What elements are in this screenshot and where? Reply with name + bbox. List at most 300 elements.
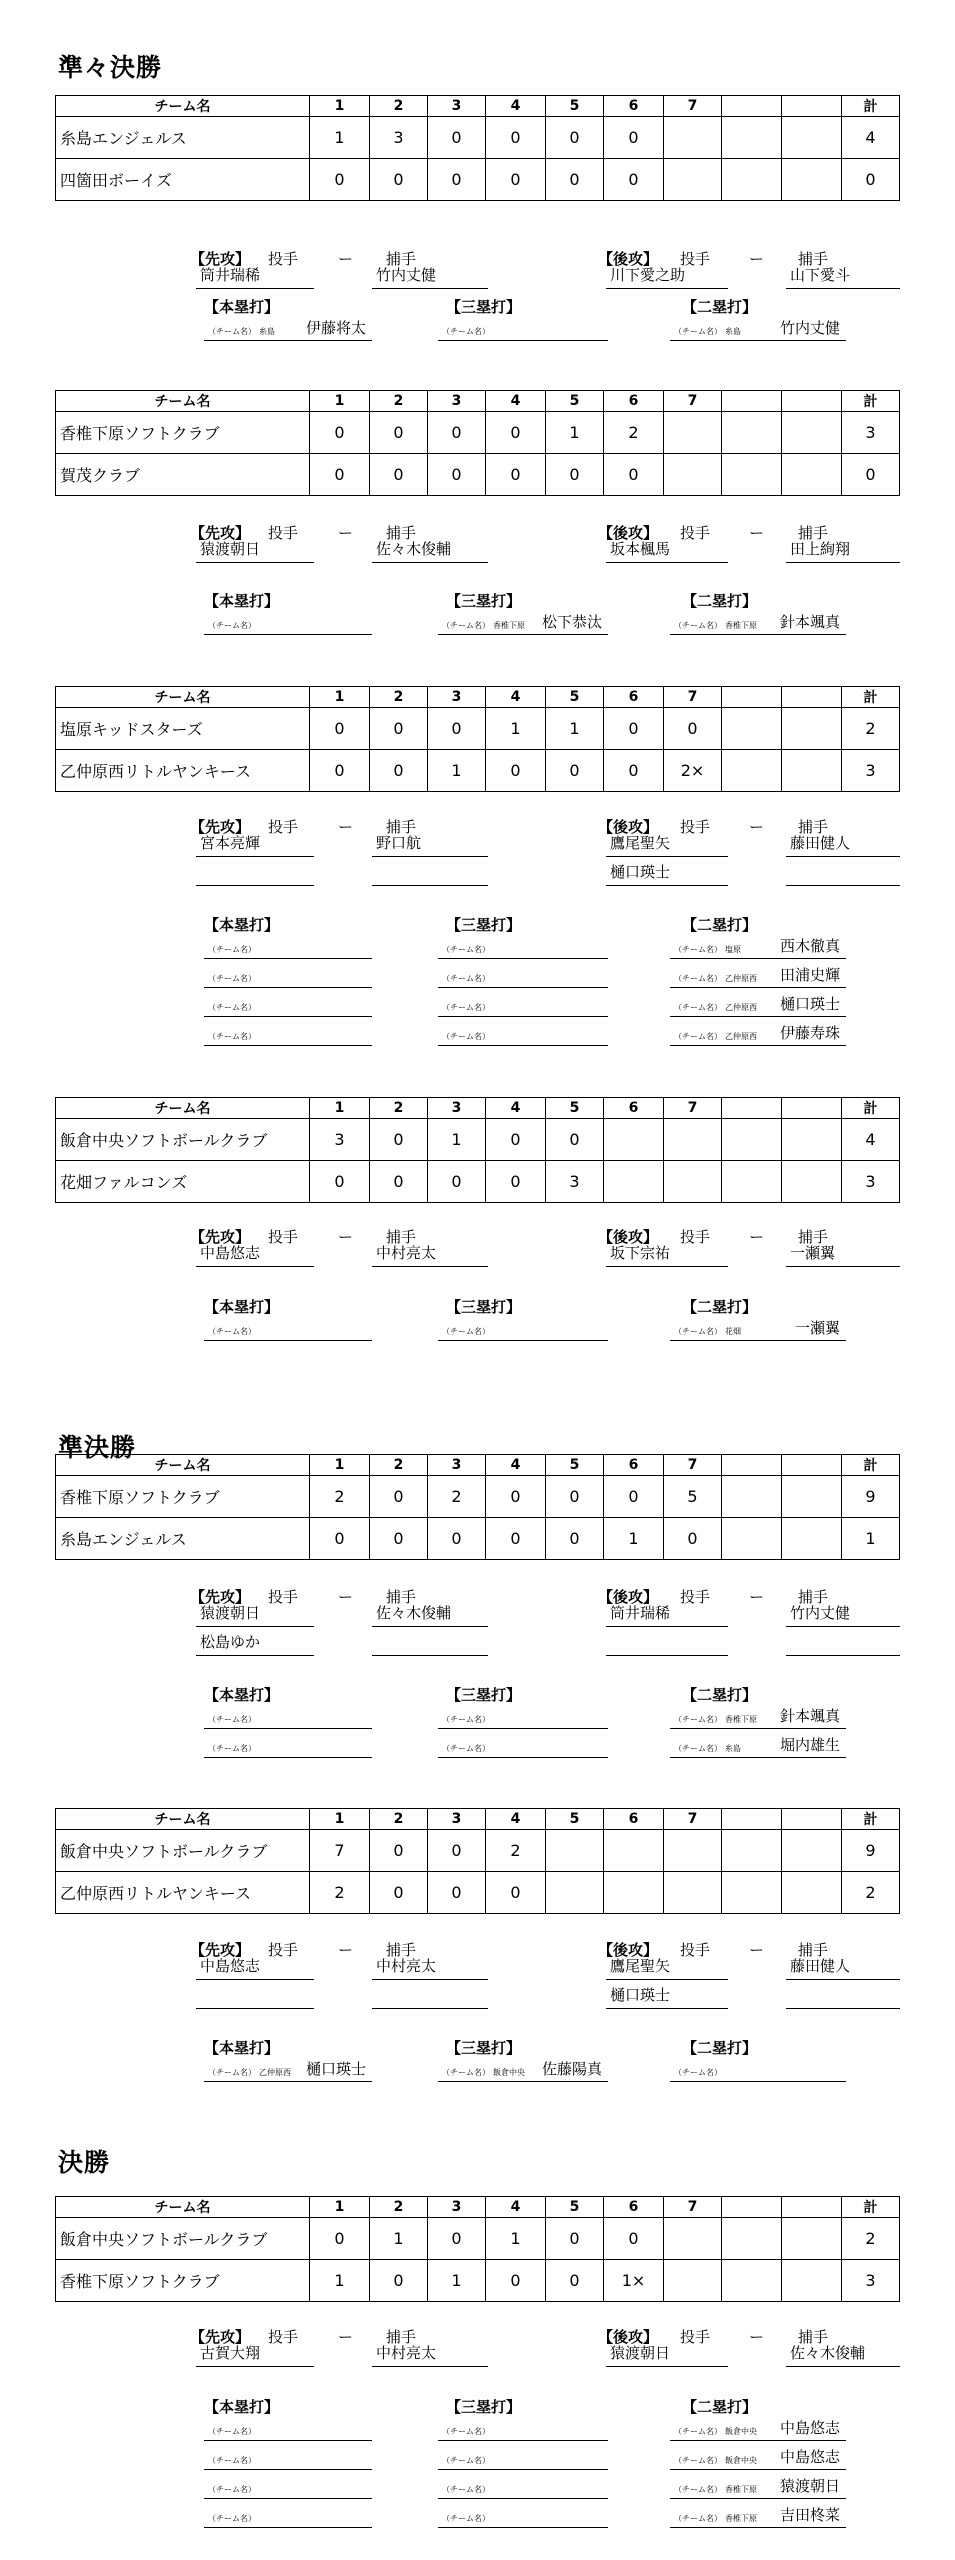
triple-player-name: 松下恭汰 [541,613,602,631]
team-name-caption: （チーム名） [208,2068,256,2077]
team-header: チーム名 [56,96,310,117]
triple-entry [438,2480,608,2499]
double-label: 【二塁打】 [682,298,758,316]
triple-team-caption [442,2455,493,2466]
dash-separator: ー [338,818,354,836]
section-title-f: 決勝 [58,2148,111,2177]
total-score: 2 [842,2218,900,2260]
home-run-team-caption [208,1031,259,1042]
home-run-entry [204,1739,372,1758]
scoreboard-table [55,1097,900,1203]
inning-score [722,1830,782,1872]
triple-entry [438,1710,608,1729]
inning-score: 0 [428,454,486,496]
inning-header [782,96,842,117]
double-team-caption [674,2067,725,2078]
inning-score: 0 [604,708,664,750]
bottom-catcher-name: 藤田健人 [790,1957,851,1975]
inning-score: 5 [664,1476,722,1518]
triple-team-caption [442,2513,493,2524]
inning-score: 0 [370,1476,428,1518]
triple-team-caption [442,944,493,955]
bottom-pitcher-name: 樋口瑛士 [610,1986,671,2004]
team-name-caption: （チーム名） [208,1327,256,1336]
team-name: 香椎下原ソフトクラブ [56,2260,310,2302]
inning-score [782,1518,842,1560]
team-name-caption: （チーム名） [442,974,490,983]
inning-header: 2 [370,96,428,117]
inning-header: 1 [310,1098,370,1119]
inning-score [782,159,842,201]
triple-player-name: 佐藤陽真 [541,2060,602,2078]
bottom-pitcher-slot [606,1957,728,1980]
double-entry [670,1736,846,1758]
team-name-caption: （チーム名） [208,2456,256,2465]
total-header: 計 [842,1455,900,1476]
team-score-row [56,454,900,496]
top-pitcher-name: 古賀大翔 [200,2344,261,2362]
inning-score: 0 [310,708,370,750]
inning-score: 1 [428,1119,486,1161]
inning-header: 4 [486,1098,546,1119]
pitcher-label: 投手 [268,1228,299,1246]
team-short-name: 乙仲原西 [725,974,757,983]
team-name-caption: （チーム名） [208,2514,256,2523]
inning-header: 6 [604,687,664,708]
team-name-caption: （チーム名） [208,327,256,336]
home-run-entry [204,2480,372,2499]
scoreboard-table [55,2196,900,2302]
home-run-entry [204,1322,372,1341]
scoreboard-table [55,390,900,496]
home-run-entry [204,2060,372,2082]
total-score: 2 [842,1872,900,1914]
inning-score: 0 [428,1518,486,1560]
home-run-label: 【本塁打】 [204,916,280,934]
team-name-caption: （チーム名） [442,327,490,336]
home-run-label: 【本塁打】 [204,2398,280,2416]
inning-score: 0 [486,1119,546,1161]
catcher-label: 捕手 [386,1941,417,1959]
inning-score: 0 [486,1872,546,1914]
home-run-team-caption [208,2484,259,2495]
team-name-caption: （チーム名） [674,2514,722,2523]
inning-score: 0 [486,117,546,159]
team-score-row [56,2218,900,2260]
bottom-batting-label: 【後攻】 [598,1588,659,1606]
top-catcher-slot [372,1244,488,1267]
inning-score [782,1872,842,1914]
top-batting-label: 【先攻】 [190,524,251,542]
team-score-row [56,708,900,750]
triple-team-caption [442,326,493,337]
inning-score [722,2218,782,2260]
top-batting-label: 【先攻】 [190,1588,251,1606]
inning-score: 0 [546,159,604,201]
catcher-label: 捕手 [798,818,829,836]
inning-header: 5 [546,1098,604,1119]
inning-score [664,454,722,496]
bottom-pitcher-name: 鷹尾聖矢 [610,1957,671,1975]
inning-score: 0 [310,1161,370,1203]
inning-score: 1 [428,2260,486,2302]
team-score-row [56,1476,900,1518]
team-name: 四箇田ボーイズ [56,159,310,201]
home-run-team-caption [208,1714,259,1725]
home-run-team-caption [208,326,275,337]
bottom-catcher-slot [786,540,900,563]
inning-score: 0 [486,2260,546,2302]
dash-separator: ー [749,1228,765,1246]
inning-header: 4 [486,96,546,117]
bottom-pitcher-slot [606,1604,728,1627]
total-header: 計 [842,391,900,412]
inning-score: 0 [310,412,370,454]
double-entry [670,613,846,635]
inning-header [722,1098,782,1119]
double-label: 【二塁打】 [682,916,758,934]
top-catcher-name: 佐々木俊輔 [376,540,452,558]
triple-entry [438,1739,608,1758]
inning-header: 6 [604,1809,664,1830]
team-short-name: 糸島 [259,327,275,336]
double-team-caption [674,2426,757,2437]
double-entry [670,2448,846,2470]
double-label: 【二塁打】 [682,592,758,610]
double-team-caption [674,973,757,984]
catcher-label: 捕手 [798,2328,829,2346]
inning-header: 4 [486,391,546,412]
inning-header: 1 [310,687,370,708]
catcher-label: 捕手 [386,1228,417,1246]
top-catcher-slot [372,540,488,563]
team-name-caption: （チーム名） [208,945,256,954]
triple-team-caption [442,620,525,631]
home-run-team-caption [208,2455,259,2466]
inning-score: 0 [370,1161,428,1203]
top-catcher-slot [372,863,488,886]
triple-entry [438,613,608,635]
inning-score: 0 [428,2218,486,2260]
top-pitcher-name: 宮本亮輝 [200,834,261,852]
team-name-caption: （チーム名） [674,1744,722,1753]
bottom-batting-label: 【後攻】 [598,818,659,836]
inning-header: 3 [428,1098,486,1119]
inning-score [722,1476,782,1518]
team-name-caption: （チーム名） [442,2456,490,2465]
pitcher-label: 投手 [268,2328,299,2346]
inning-header [782,2197,842,2218]
double-label: 【二塁打】 [682,2398,758,2416]
inning-score [722,1119,782,1161]
scoreboard-header-row [56,1809,900,1830]
team-name: 飯倉中央ソフトボールクラブ [56,2218,310,2260]
inning-score [664,1161,722,1203]
total-score: 3 [842,412,900,454]
triple-entry [438,1027,608,1046]
team-name-caption: （チーム名） [208,1744,256,1753]
catcher-label: 捕手 [386,818,417,836]
dash-separator: ー [338,1228,354,1246]
catcher-label: 捕手 [798,524,829,542]
inning-score [782,1830,842,1872]
team-name-caption: （チーム名） [208,974,256,983]
top-catcher-slot [372,266,488,289]
inning-score: 7 [310,1830,370,1872]
inning-score: 0 [428,117,486,159]
bottom-pitcher-slot [606,1244,728,1267]
double-player-name: 針本颯真 [779,1707,840,1725]
inning-score [782,750,842,792]
team-name: 賀茂クラブ [56,454,310,496]
inning-score: 0 [370,1872,428,1914]
inning-score: 0 [310,454,370,496]
triple-entry [438,969,608,988]
inning-score [782,708,842,750]
team-name: 糸島エンジェルス [56,117,310,159]
team-name-caption: （チーム名） [442,1032,490,1041]
team-name-caption: （チーム名） [442,621,490,630]
bottom-catcher-slot [786,1633,900,1656]
team-name-caption: （チーム名） [674,1327,722,1336]
inning-score: 0 [370,159,428,201]
dash-separator: ー [749,1941,765,1959]
inning-score: 0 [604,2218,664,2260]
triple-team-caption [442,1714,493,1725]
bottom-catcher-name: 竹内丈健 [790,1604,851,1622]
bottom-pitcher-name: 鷹尾聖矢 [610,834,671,852]
double-team-caption [674,2455,757,2466]
inning-score: 1 [486,2218,546,2260]
inning-score: 2 [310,1476,370,1518]
team-short-name: 香椎下原 [493,621,525,630]
team-name-caption: （チーム名） [674,1003,722,1012]
bottom-batting-label: 【後攻】 [598,250,659,268]
inning-score [722,708,782,750]
double-entry [670,1319,846,1341]
inning-score: 0 [546,750,604,792]
inning-score [664,412,722,454]
inning-score [782,2218,842,2260]
inning-header: 4 [486,2197,546,2218]
double-entry [670,2063,846,2082]
inning-score [782,2260,842,2302]
double-team-caption [674,620,757,631]
inning-header [722,2197,782,2218]
triple-label: 【三塁打】 [446,592,522,610]
inning-score: 3 [310,1119,370,1161]
top-pitcher-slot [196,1957,314,1980]
double-entry [670,1024,846,1046]
triple-team-caption [442,2426,493,2437]
inning-header [782,1455,842,1476]
inning-score: 3 [370,117,428,159]
pitcher-label: 投手 [680,2328,711,2346]
top-catcher-name: 佐々木俊輔 [376,1604,452,1622]
inning-header: 2 [370,1098,428,1119]
catcher-label: 捕手 [386,250,417,268]
double-team-caption [674,1031,757,1042]
inning-score: 0 [546,117,604,159]
total-score: 0 [842,454,900,496]
team-score-row [56,1119,900,1161]
bottom-catcher-slot [786,863,900,886]
inning-header: 7 [664,1455,722,1476]
inning-score [722,159,782,201]
inning-score: 0 [486,1518,546,1560]
home-run-team-caption [208,944,259,955]
team-name-caption: （チーム名） [208,1032,256,1041]
team-name-caption: （チーム名） [674,2427,722,2436]
pitcher-label: 投手 [268,524,299,542]
inning-score: 0 [428,159,486,201]
team-short-name: 乙仲原西 [259,2068,291,2077]
inning-score [722,412,782,454]
inning-header: 5 [546,2197,604,2218]
bottom-catcher-slot [786,1957,900,1980]
bottom-catcher-name: 山下愛斗 [790,266,851,284]
home-run-label: 【本塁打】 [204,2039,280,2057]
bottom-pitcher-slot [606,1633,728,1656]
pitcher-label: 投手 [268,250,299,268]
bottom-catcher-slot [786,1244,900,1267]
team-short-name: 塩原 [725,945,741,954]
double-player-name: 中島悠志 [779,2419,840,2437]
inning-score [782,412,842,454]
triple-team-caption [442,1326,493,1337]
inning-score: 3 [546,1161,604,1203]
top-catcher-name: 野口航 [376,834,422,852]
bottom-catcher-name: 藤田健人 [790,834,851,852]
inning-score [664,1830,722,1872]
team-score-row [56,2260,900,2302]
triple-entry [438,2509,608,2528]
home-run-entry [204,998,372,1017]
triple-label: 【三塁打】 [446,1298,522,1316]
scoreboard-header-row [56,391,900,412]
top-pitcher-slot [196,540,314,563]
triple-team-caption [442,1031,493,1042]
inning-header [782,1098,842,1119]
double-label: 【二塁打】 [682,1298,758,1316]
team-name-caption: （チーム名） [208,1715,256,1724]
double-player-name: 一瀬翼 [794,1319,840,1337]
total-header: 計 [842,96,900,117]
total-score: 0 [842,159,900,201]
inning-score [722,1518,782,1560]
team-name-caption: （チーム名） [208,621,256,630]
inning-header: 2 [370,391,428,412]
inning-header [722,1809,782,1830]
inning-score: 0 [546,1518,604,1560]
team-name: 塩原キッドスターズ [56,708,310,750]
inning-score: 0 [428,412,486,454]
inning-header [782,391,842,412]
inning-score: 2 [486,1830,546,1872]
triple-entry [438,1322,608,1341]
triple-team-caption [442,1743,493,1754]
inning-header: 7 [664,1809,722,1830]
inning-header: 7 [664,96,722,117]
bottom-catcher-name: 一瀬翼 [790,1244,836,1262]
triple-label: 【三塁打】 [446,2398,522,2416]
scoreboard-table [55,95,900,201]
top-pitcher-name: 猿渡朝日 [200,540,261,558]
inning-score: 0 [546,454,604,496]
bottom-pitcher-slot [606,834,728,857]
team-short-name: 飯倉中央 [725,2456,757,2465]
team-name: 飯倉中央ソフトボールクラブ [56,1119,310,1161]
scoreboard-header-row [56,1455,900,1476]
home-run-label: 【本塁打】 [204,1686,280,1704]
team-name: 糸島エンジェルス [56,1518,310,1560]
top-pitcher-slot [196,1244,314,1267]
inning-header: 5 [546,1809,604,1830]
inning-score: 0 [370,412,428,454]
inning-score: 0 [604,159,664,201]
total-score: 9 [842,1476,900,1518]
bottom-catcher-name: 田上絢翔 [790,540,851,558]
bottom-catcher-name: 佐々木俊輔 [790,2344,866,2362]
triple-entry [438,2451,608,2470]
inning-score [722,454,782,496]
catcher-label: 捕手 [798,250,829,268]
inning-score [604,1872,664,1914]
inning-score: 0 [546,1476,604,1518]
inning-score: 2 [310,1872,370,1914]
team-score-row [56,1518,900,1560]
inning-header: 6 [604,2197,664,2218]
inning-score [722,750,782,792]
inning-header: 2 [370,2197,428,2218]
inning-header: 6 [604,391,664,412]
double-player-name: 堀内雄生 [779,1736,840,1754]
double-entry [670,1707,846,1729]
inning-score: 0 [370,2260,428,2302]
team-name: 香椎下原ソフトクラブ [56,1476,310,1518]
dash-separator: ー [338,1588,354,1606]
inning-score: 0 [486,159,546,201]
triple-entry [438,2422,608,2441]
inning-score: 0 [664,708,722,750]
top-pitcher-name: 中島悠志 [200,1957,261,1975]
team-name: 乙仲原西リトルヤンキース [56,1872,310,1914]
double-label: 【二塁打】 [682,2039,758,2057]
inning-score: 0 [664,1518,722,1560]
team-short-name: 香椎下原 [725,621,757,630]
team-short-name: 乙仲原西 [725,1003,757,1012]
pitcher-label: 投手 [680,1228,711,1246]
total-header: 計 [842,687,900,708]
team-score-row [56,1161,900,1203]
team-name-caption: （チーム名） [674,2068,722,2077]
top-pitcher-slot [196,1986,314,2009]
inning-header [722,96,782,117]
inning-header: 2 [370,1809,428,1830]
bottom-batting-label: 【後攻】 [598,524,659,542]
inning-score: 0 [370,1830,428,1872]
double-team-caption [674,2513,757,2524]
team-header: チーム名 [56,1455,310,1476]
inning-score [722,1161,782,1203]
team-name-caption: （チーム名） [442,1003,490,1012]
inning-score [546,1872,604,1914]
inning-header: 7 [664,1098,722,1119]
triple-label: 【三塁打】 [446,2039,522,2057]
inning-score: 0 [546,2260,604,2302]
inning-score: 0 [604,750,664,792]
team-name-caption: （チーム名） [674,1032,722,1041]
